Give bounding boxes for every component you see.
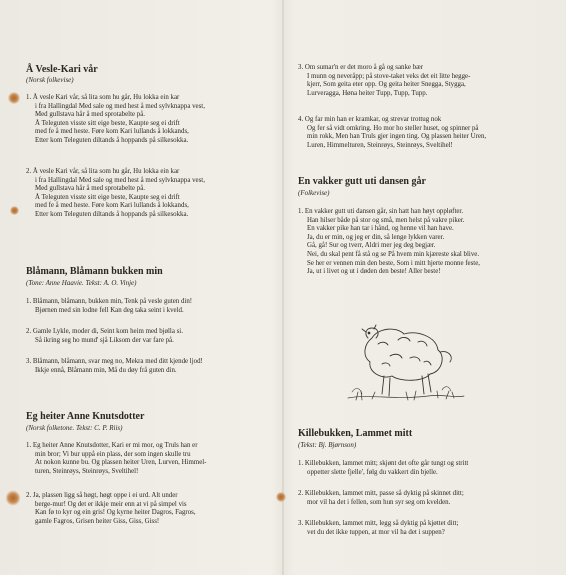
verse-line: Bjørnen med sin lodne fell Kan deg taka seint i kveld. [35,306,184,314]
verse-line: Ja, ut i livet og ut i døden den beste! Aller beste! [307,268,441,276]
verse-line: 2. Killebukken, lammet mitt, passe så dyktig på skinnet ditt; [298,490,464,497]
verse-line: Gå, gå! Sur og tverr, Aldri mer jeg deg begjær. [307,242,436,250]
verse-line: Så ikring seg ho mund' sjå Liksom der var fare på. [35,336,174,344]
verse-line: mor vil ha det i fellen, som hun syr seg om kvelden. [307,498,451,506]
verse-line: 3. Killebukken, lammet mitt, legg så dyktig på kjøttet ditt; [298,520,459,527]
verse-anne-2 [26,492,196,526]
verse-line: Ikkje ennå, Blåmann min, Må du døy frå guten din. [35,366,177,374]
verse-line: Se her er vennen min den beste, Som i mitt hjerte monne feste, [307,259,480,267]
verse-blaamann-1 [26,298,192,315]
song-title-anne: Eg heiter Anne Knutsdotter [26,411,145,422]
verse-line: 2. Gamle Lykle, moder di, Seint kom heim med bjølla si. [26,328,183,335]
page-fold [282,0,284,575]
verse-line: Med gullstava hår å med sprotabelte på. [35,111,146,119]
verse-line: 4. Og far min han er kramkar, og strevar trottug nok [298,116,442,123]
verse-line: gamle Fagros, Grisen heiter Giss, Giss, Giss! [35,517,160,525]
verse-blaamann-2 [26,328,183,345]
verse-line: turen, Steinrøys, Steinrøys, Sveltihel! [35,467,139,475]
verse-line: 3. Blåmann, blåmann, svar meg no, Mekra med ditt kjende ljod! [26,358,203,365]
verse-line: 1. Eg heiter Anne Knutsdotter, Kari er mi mor, og Truls han er [26,442,198,449]
verse-killebukken-3 [298,520,458,537]
verse-line: med fe å med heste. Føre kom Kari lullands å lokkands, [35,128,189,136]
verse-line: Etter kom Teleguten diltands å hoppands på silkesokka. [35,136,189,144]
verse-line: I munn og neveråpp; på stove-taket veks det eit litte hegge- [307,72,471,80]
verse-line: 1. Killebukken, lammet mitt; skjønt det ofte går tungt og stritt [298,460,469,467]
stain-mark [276,492,286,502]
stain-mark [6,490,20,506]
verse-line: kjerr, Som geita eter opp. Og geita heiter Snegga, Stygga, [307,81,466,89]
song-subtitle-anne: (Norsk folketone. Tekst: C. P. Riis) [26,424,123,432]
verse-anne-1 [26,442,206,476]
verse-line: Og fer så vidt omkring. Ho mor ho steller huset, og spinner på [307,124,479,132]
verse-line: Luren, Himmelturen, Steinrøys, Steinrøys, Sveltihel! [307,141,453,149]
song-subtitle-vakker-gutt: (Folkevise) [298,189,330,197]
verse-line: Å Teleguten visste sitt eige beste, Kaupte seg ei drift [35,119,180,127]
verse-vesle-kari-1 [26,94,205,146]
song-subtitle-killebukken: (Tekst: Bj. Bjørnson) [298,441,357,449]
verse-line: Ja, du er min, og jeg er din, så lenge lykken varer. [307,233,445,241]
verse-line: min rokk, Men han Truls gjer ingen ting. Og plassen heiter Uren, [307,133,487,141]
verse-blaamann-3 [26,358,203,375]
verse-line: En vakker pike han tar i hånd, og henne vil han have. [307,225,454,233]
verse-line: 3. Om sumar'n er det moro å gå og sanke bær [298,64,424,71]
verse-line: Lurveragga, Høna heiter Tupp, Tupp, Tupp. [307,89,428,97]
verse-line: 1. En vakker gutt uti dansen går, sin hatt han høyt oppløfter. [298,208,464,215]
verse-line: oppetter slette fjelle', følg du vakkert din bjelle. [307,468,438,476]
verse-line: berge-mur! Og det er ikkje meir enn at vi på simpel vis [35,500,187,508]
verse-line: Med gullstava hår å med sprotabelte på. [35,185,146,193]
verse-vakker-gutt-1 [298,208,480,277]
verse-line: Han hilser både på stor og små, men helst på vakre piker. [307,216,465,224]
song-title-vakker-gutt: En vakker gutt uti dansen går [298,176,426,187]
verse-line: min bror; Vi bur uppå ein plass, der som ingen skulle tru [35,450,191,458]
verse-killebukken-2 [298,490,464,507]
verse-line: med fe å med heste. Føre kom Kari lullands å lokkands, [35,202,189,210]
verse-anne-4 [298,116,486,150]
verse-killebukken-1 [298,460,468,477]
verse-line: Nei, du skal pent få stå og se På hvem min kjæreste skal blive. [307,250,480,258]
verse-vesle-kari-2 [26,168,205,220]
verse-anne-3 [298,64,470,98]
song-title-vesle-kari: Å Vesle-Kari vår [26,64,98,75]
verse-line: Etter kom Teleguten diltands å hoppands på silkesokka. [35,210,189,218]
verse-line: At nokon kunne bu. Og plassen heiter Uren, Lurven, Himmel- [35,459,207,467]
verse-line: 2. Å vesle Kari vår, så lita som hu går, Hu lokka ein kar [26,168,180,175]
song-title-blaamann: Blåmann, Blåmann bukken min [26,266,163,277]
stain-mark [10,206,19,215]
song-subtitle-blaamann: (Tone: Anne Haavie. Tekst: A. O. Vinje) [26,279,137,287]
verse-line: 1. Å vesle Kari vår, så lita som hu går, Hu lokka ein kar [26,94,180,101]
verse-line: Å Teleguten visste sitt eige beste, Kaupte seg ei drift [35,193,180,201]
verse-line: vet du det ikke tuppen, at mor vil ha det i suppen? [307,528,445,536]
sheep-sketch-icon [338,320,468,408]
stain-mark [8,92,20,104]
song-title-killebukken: Killebukken, Lammet mitt [298,428,413,439]
verse-line: i fra Hallingdal Med sale og med hest å med sylvknappa vest, [35,102,205,110]
verse-line: 2. Ja, plassen ligg så høgt, høgt oppe i ei urd. Alt under [26,492,178,499]
verse-line: 1. Blåmann, blåmann, bukken min, Tenk på vesle guten din! [26,298,193,305]
verse-line: i fra Hallingdal Med sale og med hest å med sylvknappa vest, [35,176,205,184]
song-subtitle-vesle-kari: (Norsk folkevise) [26,76,74,84]
verse-line: Kan fø to kyr og ein gris! Og kyrne heiter Dagros, Fagros, [35,509,196,517]
